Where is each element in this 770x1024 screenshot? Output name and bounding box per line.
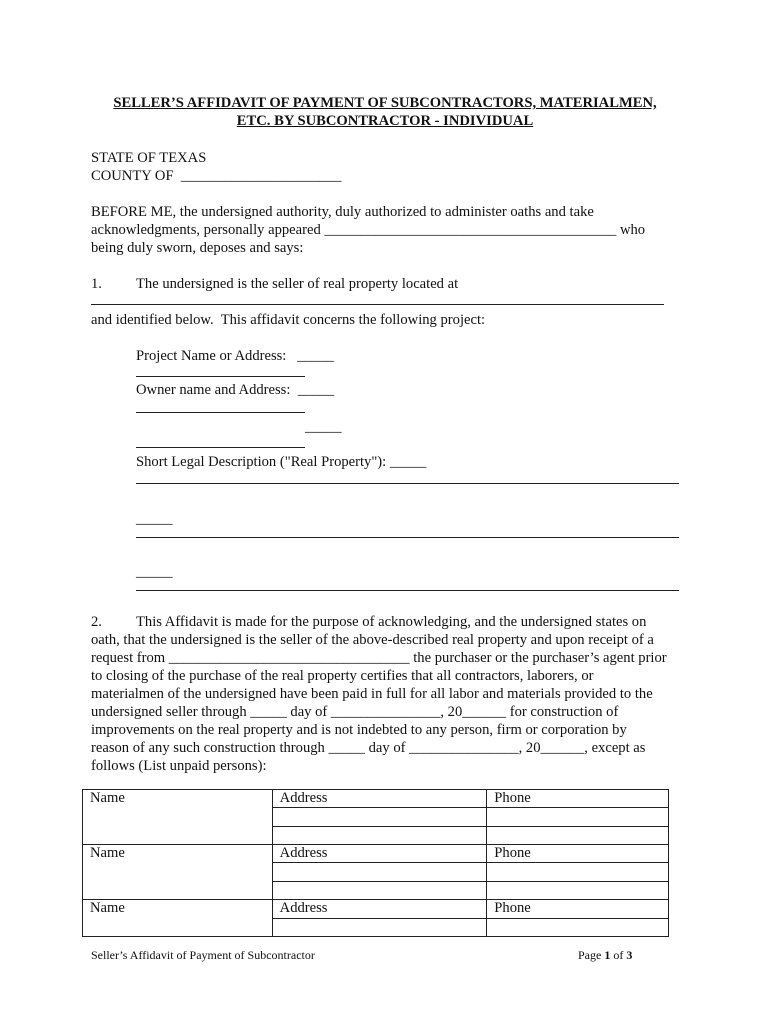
intro-line-2: acknowledgments, personally appeared ________________________________________ who [91, 222, 646, 238]
legal-description-label: Short Legal Description ("Real Property"): _____ [136, 454, 427, 470]
section-2-number: 2. [91, 614, 102, 630]
name-cell[interactable] [83, 900, 273, 937]
phone-header: Phone [494, 900, 531, 916]
phone-line-divider [487, 881, 668, 882]
section-2-line-5: materialmen of the undersigned have been paid in full for all labor and materials provided to the [91, 686, 653, 702]
legal-description-line-1 [136, 483, 679, 484]
document-title-line-1: SELLER’S AFFIDAVIT OF PAYMENT OF SUBCONTRACTORS, MATERIALMEN, [113, 95, 657, 111]
section-1-number: 1. [91, 276, 102, 292]
section-2-line-9: follows (List unpaid persons): [91, 758, 267, 774]
page-of: of [610, 948, 627, 962]
address-header: Address [279, 790, 328, 806]
address-cell[interactable] [272, 900, 487, 919]
intro-line-1: BEFORE ME, the undersigned authority, duly authorized to administer oaths and take [91, 204, 594, 220]
table-row [83, 845, 669, 863]
address-input-cell[interactable] [272, 863, 487, 900]
address-input-cell[interactable] [272, 918, 487, 937]
name-header: Name [90, 900, 125, 916]
project-name-blank [136, 376, 305, 377]
unpaid-persons-table [82, 789, 669, 937]
phone-line-divider [487, 826, 668, 827]
document-title-line-2: ETC. BY SUBCONTRACTOR - INDIVIDUAL [236, 113, 534, 129]
section-2-line-1: This Affidavit is made for the purpose of acknowledging, and the undersigned states on [136, 614, 647, 630]
address-header: Address [279, 900, 328, 916]
section-1-continued: and identified below. This affidavit concerns the following project: [91, 312, 486, 328]
phone-cell[interactable] [487, 790, 669, 808]
section-1-text: The undersigned is the seller of real property located at [136, 276, 459, 292]
address-line-divider [273, 881, 487, 882]
project-name-label: Project Name or Address: _____ [136, 348, 334, 364]
name-header: Name [90, 790, 125, 806]
legal-description-blank-2: _____ [136, 564, 173, 580]
legal-description-line-3 [136, 590, 679, 591]
state-line: STATE OF TEXAS [91, 150, 207, 166]
section-2-line-3: request from _________________________________ the purchaser or the purchaser’s agent prior [91, 650, 667, 666]
address-cell[interactable] [272, 790, 487, 808]
intro-line-3: being duly sworn, deposes and says: [91, 240, 304, 256]
legal-description-blank-1: _____ [136, 511, 173, 527]
owner-name-blank [136, 412, 305, 413]
page-current: 1 [604, 948, 611, 962]
section-2-line-7: improvements on the real property and is not indebted to any person, firm or corporation by [91, 722, 627, 738]
page-prefix: Page [578, 948, 605, 962]
owner-address-line [136, 447, 305, 448]
section-2-line-6: undersigned seller through _____ day of _______________, 20______ for construction of [91, 704, 619, 720]
address-header: Address [279, 845, 328, 861]
page-total: 3 [626, 948, 633, 962]
table-row [83, 790, 669, 808]
name-header: Name [90, 845, 125, 861]
phone-input-cell[interactable] [487, 808, 669, 845]
name-cell[interactable] [83, 790, 273, 845]
owner-address-blank: _____ [305, 419, 342, 435]
owner-name-label: Owner name and Address: _____ [136, 382, 335, 398]
name-cell[interactable] [83, 845, 273, 900]
section-2-line-4: to closing of the purchase of the real property certifies that all contractors, laborers, or [91, 668, 594, 684]
phone-input-cell[interactable] [487, 863, 669, 900]
phone-cell[interactable] [487, 900, 669, 919]
phone-input-cell[interactable] [487, 918, 669, 937]
phone-header: Phone [494, 790, 531, 806]
address-cell[interactable] [272, 845, 487, 863]
table-row [83, 900, 669, 919]
county-line: COUNTY OF ______________________ [91, 168, 342, 184]
section-2-line-8: reason of any such construction through _____ day of _______________, 20______, except as [91, 740, 646, 756]
phone-header: Phone [494, 845, 531, 861]
address-input-cell[interactable] [272, 808, 487, 845]
address-line-divider [273, 826, 487, 827]
phone-cell[interactable] [487, 845, 669, 863]
legal-description-line-2 [136, 537, 679, 538]
footer-page-number [578, 948, 632, 963]
section-2-line-2: oath, that the undersigned is the seller of the above-described real property and upon receipt of a [91, 632, 654, 648]
footer-document-name: Seller’s Affidavit of Payment of Subcontractor [91, 948, 315, 962]
property-location-blank [91, 304, 664, 305]
